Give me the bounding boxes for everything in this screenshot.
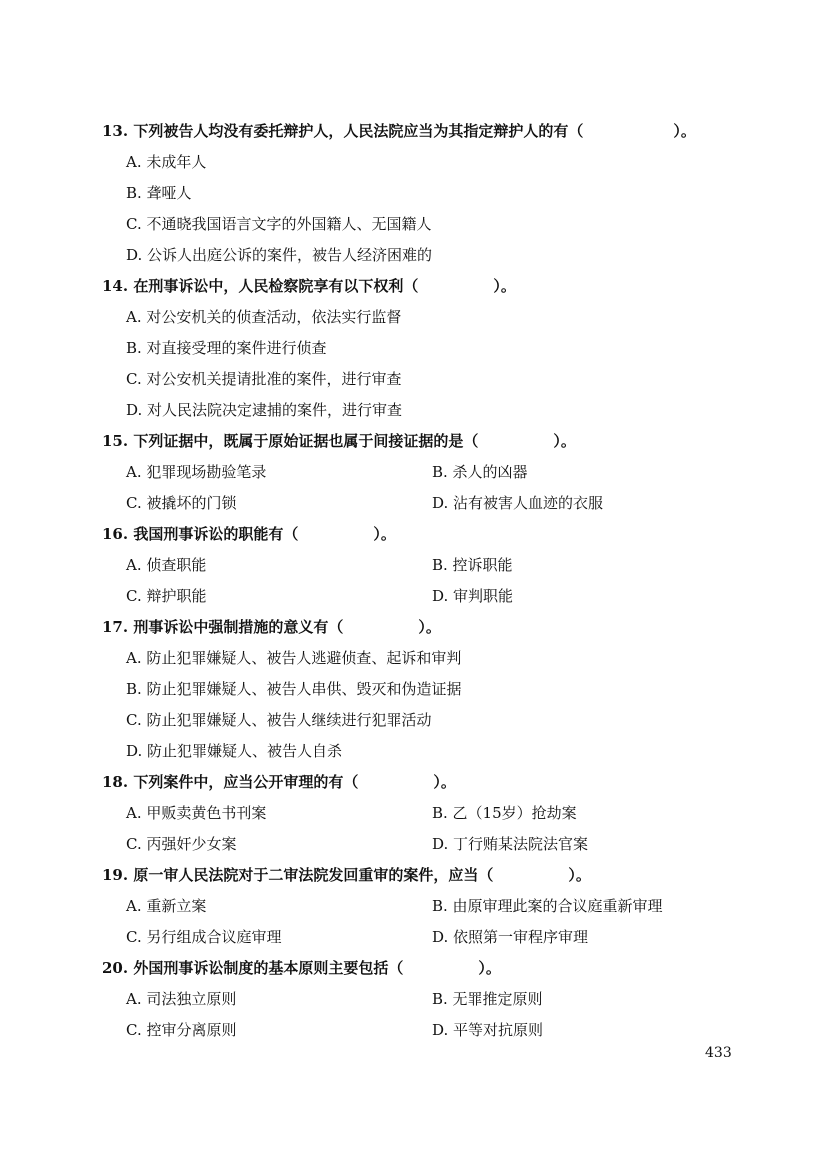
- question-20-option-b: B. 无罪推定原则: [432, 990, 543, 1008]
- question-16-option-d: D. 审判职能: [432, 587, 514, 605]
- question-15-option-a: A. 犯罪现场勘验笔录: [126, 463, 267, 481]
- question-19-option-c: C. 另行组成合议庭审理: [126, 928, 282, 946]
- question-20-option-d: D. 平等对抗原则: [432, 1021, 544, 1039]
- question-14-option-d: D. 对人民法院决定逮捕的案件，进行审查: [126, 401, 403, 419]
- question-16-option-a: A. 侦查职能: [126, 556, 207, 574]
- question-17-option-b: B. 防止犯罪嫌疑人、被告人串供、毁灭和伪造证据: [126, 680, 462, 698]
- question-20-stem: 20. 外国刑事诉讼制度的基本原则主要包括（ ）。: [102, 959, 501, 977]
- question-13-option-d: D. 公诉人出庭公诉的案件，被告人经济困难的: [126, 246, 433, 264]
- question-13-option-c: C. 不通晓我国语言文字的外国籍人、无国籍人: [126, 215, 432, 233]
- question-13-option-b: B. 聋哑人: [126, 184, 192, 202]
- question-17-option-a: A. 防止犯罪嫌疑人、被告人逃避侦查、起诉和审判: [126, 649, 462, 667]
- question-18-stem: 18. 下列案件中，应当公开审理的有（ ）。: [102, 773, 456, 791]
- question-14-option-c: C. 对公安机关提请批准的案件，进行审查: [126, 370, 402, 388]
- question-15-option-d: D. 沾有被害人血迹的衣服: [432, 494, 604, 512]
- question-15-option-c: C. 被撬坏的门锁: [126, 494, 237, 512]
- question-16-stem: 16. 我国刑事诉讼的职能有（ ）。: [102, 525, 396, 543]
- question-19-option-b: B. 由原审理此案的合议庭重新审理: [432, 897, 663, 915]
- question-14-option-b: B. 对直接受理的案件进行侦查: [126, 339, 327, 357]
- question-17-option-d: D. 防止犯罪嫌疑人、被告人自杀: [126, 742, 343, 760]
- question-18-option-d: D. 丁行贿某法院法官案: [432, 835, 589, 853]
- question-16-option-b: B. 控诉职能: [432, 556, 513, 574]
- question-19-option-d: D. 依照第一审程序审理: [432, 928, 589, 946]
- question-18-option-c: C. 丙强奸少女案: [126, 835, 237, 853]
- question-19-option-a: A. 重新立案: [126, 897, 207, 915]
- question-14-option-a: A. 对公安机关的侦查活动，依法实行监督: [126, 308, 402, 326]
- question-13-option-a: A. 未成年人: [126, 153, 207, 171]
- question-13-stem: 13. 下列被告人均没有委托辩护人，人民法院应当为其指定辩护人的有（ ）。: [102, 122, 696, 140]
- question-16-option-c: C. 辩护职能: [126, 587, 207, 605]
- question-20-option-c: C. 控审分离原则: [126, 1021, 237, 1039]
- question-15-option-b: B. 杀人的凶器: [432, 463, 528, 481]
- question-14-stem: 14. 在刑事诉讼中，人民检察院享有以下权利（ ）。: [102, 277, 516, 295]
- question-17-option-c: C. 防止犯罪嫌疑人、被告人继续进行犯罪活动: [126, 711, 432, 729]
- question-18-option-b: B. 乙（15岁）抢劫案: [432, 804, 577, 822]
- question-19-stem: 19. 原一审人民法院对于二审法院发回重审的案件，应当（ ）。: [102, 866, 591, 884]
- page-number: 433: [705, 1045, 732, 1061]
- question-18-option-a: A. 甲贩卖黄色书刊案: [126, 804, 267, 822]
- question-17-stem: 17. 刑事诉讼中强制措施的意义有（ ）。: [102, 618, 441, 636]
- question-20-option-a: A. 司法独立原则: [126, 990, 237, 1008]
- question-15-stem: 15. 下列证据中，既属于原始证据也属于间接证据的是（ ）。: [102, 432, 576, 450]
